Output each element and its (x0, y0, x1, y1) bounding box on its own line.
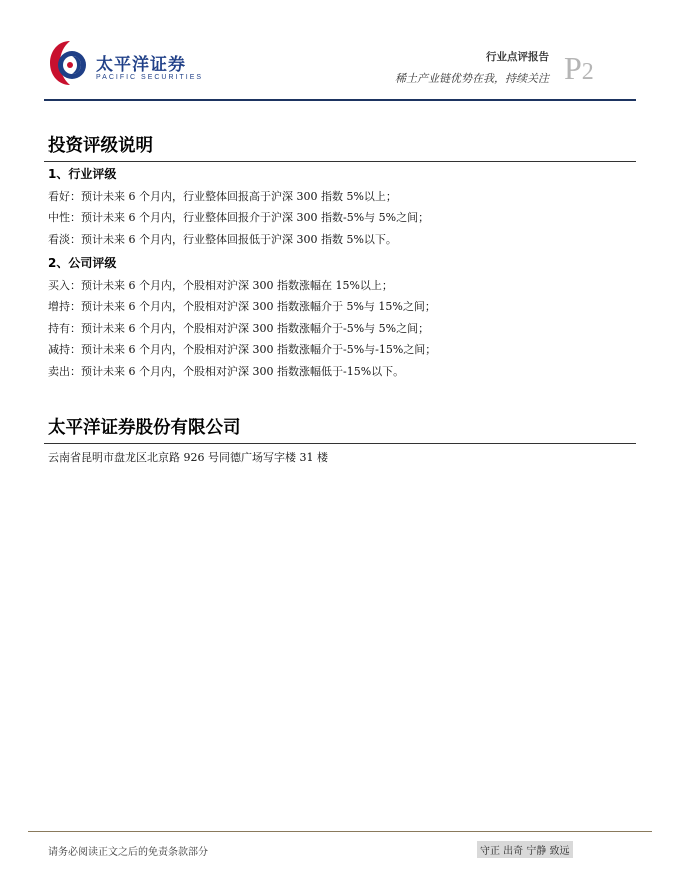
disclaimer-note: 请务必阅读正文之后的免责条款部分 (48, 847, 208, 858)
report-title: 稀土产业链优势在我，持续关注 (395, 72, 549, 85)
company-section-divider (44, 443, 636, 444)
company-rating-item: 卖出：预计未来 6 个月内，个股相对沪深 300 指数涨幅低于-15%以下。 (48, 365, 405, 378)
logo-english-text: PACIFIC SECURITIES (96, 74, 204, 81)
footer-divider (28, 831, 652, 832)
industry-rating-heading: 1、行业评级 (48, 167, 117, 181)
rating-section-title: 投资评级说明 (48, 136, 153, 156)
industry-rating-item: 看好：预计未来 6 个月内，行业整体回报高于沪深 300 指数 5%以上； (48, 190, 397, 203)
industry-rating-item: 看淡：预计未来 6 个月内，行业整体回报低于沪深 300 指数 5%以下。 (48, 233, 397, 246)
company-rating-heading: 2、公司评级 (48, 256, 117, 270)
company-logo (48, 38, 204, 88)
page-number (564, 52, 594, 84)
header-divider (44, 99, 636, 101)
pacific-securities-logo-icon (48, 38, 92, 88)
industry-rating-item: 中性：预计未来 6 个月内，行业整体回报介于沪深 300 指数-5%与 5%之间； (48, 211, 430, 224)
company-rating-item: 增持：预计未来 6 个月内，个股相对沪深 300 指数涨幅介于 5%与 15%之间； (48, 300, 436, 313)
company-section-title: 太平洋证券股份有限公司 (48, 418, 241, 438)
rating-section-divider (44, 161, 636, 162)
company-address: 云南省昆明市盘龙区北京路 926 号同德广场写字楼 31 楼 (48, 451, 328, 464)
page-number-value: 2 (581, 59, 594, 85)
report-type: 行业点评报告 (486, 51, 549, 63)
company-rating-item: 买入：预计未来 6 个月内，个股相对沪深 300 指数涨幅在 15%以上； (48, 279, 393, 292)
logo-chinese-text: 太平洋证券 (96, 55, 186, 75)
company-rating-item: 持有：预计未来 6 个月内，个股相对沪深 300 指数涨幅介于-5%与 5%之间； (48, 322, 430, 335)
page-prefix: P (564, 50, 582, 86)
company-rating-item: 减持：预计未来 6 个月内，个股相对沪深 300 指数涨幅介于-5%与-15%之间； (48, 343, 437, 356)
company-slogan: 守正 出奇 宁静 致远 (477, 841, 573, 858)
